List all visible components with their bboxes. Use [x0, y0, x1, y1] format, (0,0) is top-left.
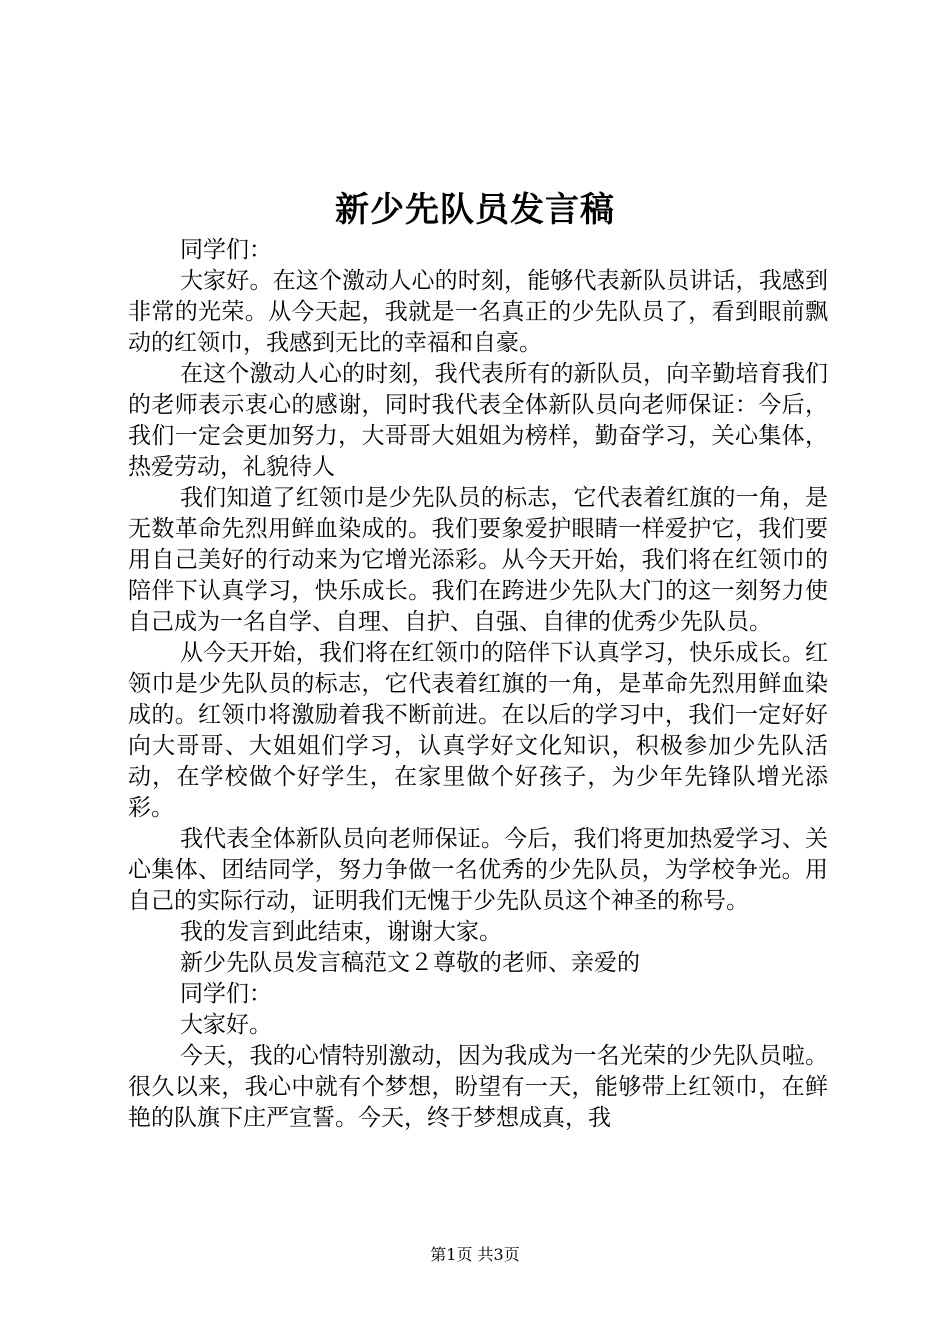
document-title: 新少先队员发言稿	[335, 190, 615, 230]
paragraph: 我们知道了红领巾是少先队员的标志，它代表着红旗的一角，是无数革命先烈用鲜血染成的。我们要象爱护眼睛一样爱护它，我们要用自己美好的行动来为它增光添彩。从今天开始，我们将在红领巾的陪伴下认真学习，快乐成长。我们在跨进少先队大门的这一刻努力使自己成为一名自学、自理、自护、自强、自律的优秀少先队员。	[128, 485, 828, 635]
paragraph: 在这个激动人心的时刻，我代表所有的新队员，向辛勤培育我们的老师表示衷心的感谢，同时我代表全体新队员向老师保证：今后，我们一定会更加努力，大哥哥大姐姐为榜样，勤奋学习，关心集体，热爱劳动，礼貌待人	[128, 361, 828, 480]
paragraph: 我代表全体新队员向老师保证。今后，我们将更加热爱学习、关心集体、团结同学，努力争做一名优秀的少先队员，为学校争光。用自己的实际行动，证明我们无愧于少先队员这个神圣的称号。	[128, 826, 828, 914]
paragraph-salutation: 同学们：	[180, 237, 272, 263]
page-number-footer: 第1页 共3页	[430, 1245, 520, 1264]
document-body	[128, 235, 828, 1134]
paragraph: 大家好。	[180, 1012, 272, 1038]
paragraph-salutation: 同学们：	[180, 981, 272, 1007]
paragraph: 今天，我的心情特别激动，因为我成为一名光荣的少先队员啦。很久以来，我心中就有个梦想，盼望有一天，能够带上红领巾，在鲜艳的队旗下庄严宣誓。今天，终于梦想成真，我	[128, 1043, 828, 1131]
paragraph: 从今天开始，我们将在红领巾的陪伴下认真学习，快乐成长。红领巾是少先队员的标志，它代表着红旗的一角，是革命先烈用鲜血染成的。红领巾将激励着我不断前进。在以后的学习中，我们一定好好向大哥哥、大姐姐们学习，认真学好文化知识，积极参加少先队活动，在学校做个好学生，在家里做个好孩子，为少年先锋队增光添彩。	[128, 640, 828, 821]
paragraph: 我的发言到此结束，谢谢大家。	[180, 919, 502, 945]
paragraph-section-heading: 新少先队员发言稿范文２尊敬的老师、亲爱的	[180, 950, 640, 976]
paragraph: 大家好。在这个激动人心的时刻，能够代表新队员讲话，我感到非常的光荣。从今天起，我就是一名真正的少先队员了，看到眼前飘动的红领巾，我感到无比的幸福和自豪。	[128, 268, 828, 356]
